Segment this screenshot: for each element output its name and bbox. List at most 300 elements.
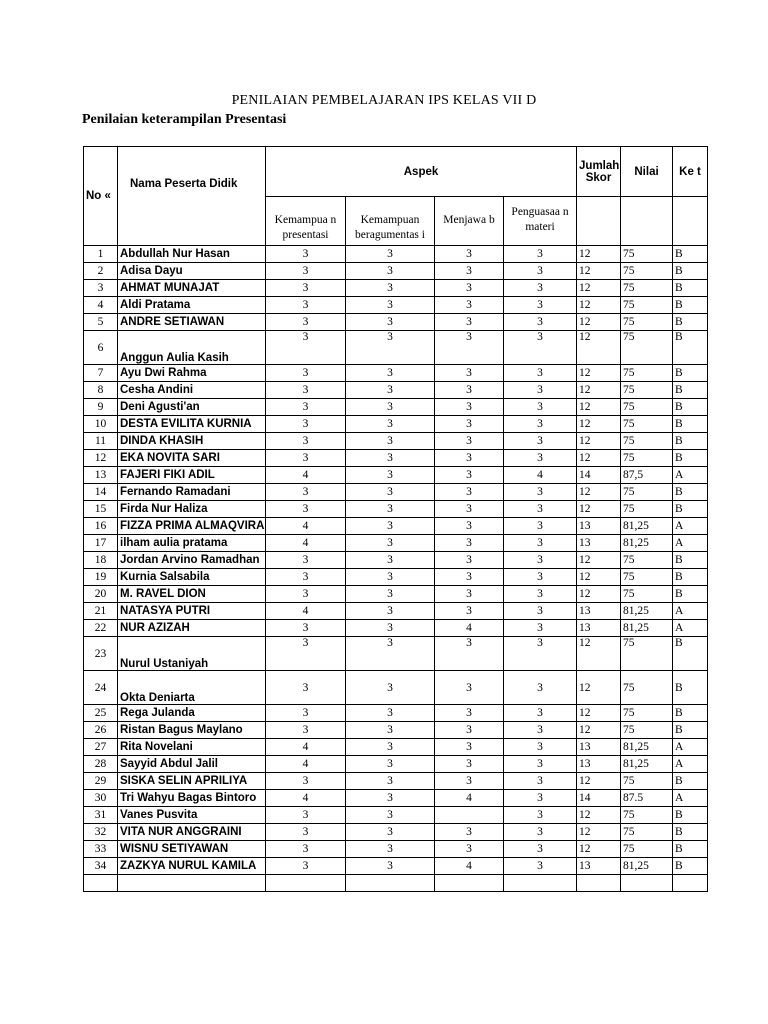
row-aspek-2: 3: [346, 433, 435, 450]
row-aspek-2: 3: [346, 620, 435, 637]
row-ket: B: [673, 246, 708, 263]
row-no: 20: [84, 586, 118, 603]
row-nilai: 75: [621, 246, 673, 263]
table-row: [84, 331, 708, 365]
row-jumlah: 12: [577, 501, 621, 518]
row-ket: A: [673, 739, 708, 756]
row-name: Tri Wahyu Bagas Bintoro: [118, 790, 266, 807]
row-aspek-4: 3: [504, 858, 577, 875]
row-jumlah: 13: [577, 620, 621, 637]
row-aspek-1: 3: [266, 365, 346, 382]
table-row: [84, 382, 708, 399]
row-aspek-2: 3: [346, 501, 435, 518]
row-aspek-4: 3: [504, 824, 577, 841]
row-no: 16: [84, 518, 118, 535]
row-no: 7: [84, 365, 118, 382]
row-aspek-2: 3: [346, 416, 435, 433]
row-name: Cesha Andini: [118, 382, 266, 399]
row-no: 2: [84, 263, 118, 280]
row-name: Fernando Ramadani: [118, 484, 266, 501]
table-row: [84, 603, 708, 620]
row-aspek-4: 3: [504, 297, 577, 314]
row-aspek-4: 3: [504, 739, 577, 756]
page-subtitle: Penilaian keterampilan Presentasi: [82, 112, 287, 127]
row-name: NATASYA PUTRI: [118, 603, 266, 620]
row-nilai: 87,5: [621, 467, 673, 484]
row-nilai: 81,25: [621, 756, 673, 773]
row-aspek-2: 3: [346, 671, 435, 705]
table-row: [84, 484, 708, 501]
table-row: [84, 841, 708, 858]
row-aspek-2: 3: [346, 263, 435, 280]
score-table: [83, 146, 708, 892]
row-no: 10: [84, 416, 118, 433]
row-ket: B: [673, 671, 708, 705]
row-aspek-4: 3: [504, 773, 577, 790]
row-name: SISKA SELIN APRILIYA: [118, 773, 266, 790]
row-name: Ristan Bagus Maylano: [118, 722, 266, 739]
row-aspek-4: 3: [504, 603, 577, 620]
empty-cell: [266, 875, 346, 892]
row-nilai: 75: [621, 399, 673, 416]
row-no: 25: [84, 705, 118, 722]
row-aspek-3: 3: [435, 773, 504, 790]
table-row: [84, 705, 708, 722]
row-ket: B: [673, 484, 708, 501]
row-name: ANDRE SETIAWAN: [118, 314, 266, 331]
row-aspek-4: 3: [504, 399, 577, 416]
row-no: 6: [84, 331, 118, 365]
row-aspek-1: 4: [266, 535, 346, 552]
row-ket: B: [673, 365, 708, 382]
row-jumlah: 13: [577, 756, 621, 773]
row-jumlah: 12: [577, 637, 621, 671]
row-aspek-4: 3: [504, 382, 577, 399]
row-aspek-3: 3: [435, 705, 504, 722]
row-aspek-4: 3: [504, 450, 577, 467]
row-aspek-1: 3: [266, 637, 346, 671]
row-aspek-4: 3: [504, 637, 577, 671]
table-row: [84, 756, 708, 773]
row-nilai: 81,25: [621, 620, 673, 637]
row-ket: B: [673, 297, 708, 314]
table-row: [84, 773, 708, 790]
table-row: [84, 739, 708, 756]
row-aspek-2: 3: [346, 450, 435, 467]
row-ket: A: [673, 790, 708, 807]
row-ket: B: [673, 807, 708, 824]
row-aspek-3: 3: [435, 501, 504, 518]
empty-cell: [673, 875, 708, 892]
row-aspek-1: 3: [266, 620, 346, 637]
row-no: 23: [84, 637, 118, 671]
row-ket: B: [673, 382, 708, 399]
row-nilai: 75: [621, 382, 673, 399]
row-name: Rita Novelani: [118, 739, 266, 756]
row-aspek-4: 3: [504, 552, 577, 569]
row-aspek-2: 3: [346, 790, 435, 807]
row-nilai: 81,25: [621, 603, 673, 620]
table-row: [84, 416, 708, 433]
row-nilai: 75: [621, 365, 673, 382]
row-aspek-1: 3: [266, 705, 346, 722]
row-nilai: 75: [621, 501, 673, 518]
table-body: [84, 246, 708, 892]
row-name: Abdullah Nur Hasan: [118, 246, 266, 263]
row-aspek-4: 3: [504, 518, 577, 535]
row-aspek-2: 3: [346, 603, 435, 620]
row-no: 34: [84, 858, 118, 875]
row-jumlah: 12: [577, 552, 621, 569]
row-jumlah: 12: [577, 280, 621, 297]
row-aspek-2: 3: [346, 858, 435, 875]
row-ket: B: [673, 824, 708, 841]
row-name: Ayu Dwi Rahma: [118, 365, 266, 382]
row-aspek-2: 3: [346, 314, 435, 331]
row-aspek-3: 3: [435, 450, 504, 467]
row-name: Adisa Dayu: [118, 263, 266, 280]
row-jumlah: 13: [577, 535, 621, 552]
empty-cell: [435, 875, 504, 892]
row-aspek-1: 3: [266, 586, 346, 603]
row-no: 1: [84, 246, 118, 263]
row-jumlah: 12: [577, 399, 621, 416]
table-row: [84, 297, 708, 314]
table-row: [84, 450, 708, 467]
row-no: 3: [84, 280, 118, 297]
row-nilai: 75: [621, 637, 673, 671]
row-name: ZAZKYA NURUL KAMILA: [118, 858, 266, 875]
row-ket: A: [673, 756, 708, 773]
row-jumlah: 12: [577, 773, 621, 790]
empty-cell: [84, 875, 118, 892]
row-aspek-2: 3: [346, 280, 435, 297]
row-aspek-3: 3: [435, 637, 504, 671]
row-jumlah: 12: [577, 807, 621, 824]
table-row: [84, 858, 708, 875]
row-aspek-3: 3: [435, 603, 504, 620]
row-ket: B: [673, 280, 708, 297]
row-aspek-3: 3: [435, 331, 504, 365]
row-name: FAJERI FIKI ADIL: [118, 467, 266, 484]
row-nilai: 75: [621, 331, 673, 365]
header-row-1: [84, 147, 708, 197]
row-aspek-1: 4: [266, 518, 346, 535]
header-empty-nilai: [621, 197, 673, 246]
table-row: [84, 569, 708, 586]
row-aspek-4: 3: [504, 433, 577, 450]
row-nilai: 81,25: [621, 858, 673, 875]
row-aspek-2: 3: [346, 382, 435, 399]
row-aspek-3: 3: [435, 535, 504, 552]
row-aspek-3: 3: [435, 722, 504, 739]
row-aspek-3: 3: [435, 416, 504, 433]
row-aspek-4: 3: [504, 331, 577, 365]
row-no: 24: [84, 671, 118, 705]
row-aspek-3: 3: [435, 739, 504, 756]
row-ket: A: [673, 518, 708, 535]
row-nilai: 75: [621, 773, 673, 790]
empty-cell: [346, 875, 435, 892]
row-aspek-1: 3: [266, 416, 346, 433]
row-aspek-2: 3: [346, 841, 435, 858]
row-aspek-4: 3: [504, 416, 577, 433]
row-no: 13: [84, 467, 118, 484]
row-nilai: 75: [621, 552, 673, 569]
row-nilai: 81,25: [621, 518, 673, 535]
row-aspek-3: [435, 807, 504, 824]
row-aspek-3: 3: [435, 569, 504, 586]
row-jumlah: 13: [577, 518, 621, 535]
row-aspek-3: 3: [435, 586, 504, 603]
row-name: Kurnia Salsabila: [118, 569, 266, 586]
empty-cell: [118, 875, 266, 892]
row-no: 8: [84, 382, 118, 399]
row-name: WISNU SETIYAWAN: [118, 841, 266, 858]
table-row-empty: [84, 875, 708, 892]
row-aspek-4: 3: [504, 263, 577, 280]
row-aspek-3: 3: [435, 824, 504, 841]
row-name: ilham aulia pratama: [118, 535, 266, 552]
row-name: DESTA EVILITA KURNIA: [118, 416, 266, 433]
row-nilai: 75: [621, 807, 673, 824]
row-no: 5: [84, 314, 118, 331]
page-title: PENILAIAN PEMBELAJARAN IPS KELAS VII D: [231, 93, 537, 108]
table-row: [84, 433, 708, 450]
row-aspek-1: 3: [266, 501, 346, 518]
row-aspek-1: 3: [266, 331, 346, 365]
header-ket: Ke t: [673, 147, 708, 197]
row-aspek-1: 3: [266, 824, 346, 841]
row-no: 31: [84, 807, 118, 824]
row-ket: B: [673, 314, 708, 331]
table-row: [84, 501, 708, 518]
row-aspek-4: 3: [504, 246, 577, 263]
table-row: [84, 586, 708, 603]
row-ket: B: [673, 331, 708, 365]
row-nilai: 75: [621, 263, 673, 280]
row-nilai: 75: [621, 671, 673, 705]
row-no: 19: [84, 569, 118, 586]
row-aspek-3: 3: [435, 484, 504, 501]
row-nilai: 75: [621, 280, 673, 297]
row-jumlah: 14: [577, 467, 621, 484]
row-aspek-1: 4: [266, 756, 346, 773]
row-aspek-4: 3: [504, 280, 577, 297]
row-jumlah: 13: [577, 858, 621, 875]
row-ket: B: [673, 858, 708, 875]
row-jumlah: 12: [577, 586, 621, 603]
row-nilai: 75: [621, 841, 673, 858]
row-jumlah: 14: [577, 790, 621, 807]
table-row: [84, 824, 708, 841]
row-name: VITA NUR ANGGRAINI: [118, 824, 266, 841]
empty-cell: [504, 875, 577, 892]
row-ket: B: [673, 586, 708, 603]
row-name: Rega Julanda: [118, 705, 266, 722]
row-nilai: 75: [621, 297, 673, 314]
row-aspek-4: 3: [504, 535, 577, 552]
row-aspek-4: 3: [504, 790, 577, 807]
row-ket: B: [673, 569, 708, 586]
row-aspek-3: 3: [435, 314, 504, 331]
row-jumlah: 12: [577, 433, 621, 450]
row-aspek-4: 3: [504, 620, 577, 637]
row-name: Nurul Ustaniyah: [118, 637, 266, 671]
row-ket: A: [673, 467, 708, 484]
row-aspek-4: 3: [504, 484, 577, 501]
row-aspek-1: 3: [266, 807, 346, 824]
row-jumlah: 12: [577, 841, 621, 858]
row-jumlah: 12: [577, 671, 621, 705]
row-no: 32: [84, 824, 118, 841]
row-aspek-1: 3: [266, 722, 346, 739]
row-aspek-2: 3: [346, 467, 435, 484]
row-aspek-3: 3: [435, 263, 504, 280]
row-aspek-4: 3: [504, 365, 577, 382]
row-no: 11: [84, 433, 118, 450]
row-ket: B: [673, 416, 708, 433]
table-row: [84, 467, 708, 484]
row-aspek-2: 3: [346, 365, 435, 382]
row-nilai: 81,25: [621, 535, 673, 552]
row-no: 29: [84, 773, 118, 790]
table-row: [84, 552, 708, 569]
row-aspek-4: 3: [504, 722, 577, 739]
row-nilai: 75: [621, 450, 673, 467]
row-aspek-1: 3: [266, 399, 346, 416]
header-no: No «: [84, 147, 118, 246]
row-jumlah: 13: [577, 739, 621, 756]
row-aspek-4: 3: [504, 807, 577, 824]
row-name: NUR AZIZAH: [118, 620, 266, 637]
row-aspek-3: 3: [435, 433, 504, 450]
row-nilai: 75: [621, 433, 673, 450]
table-row: [84, 637, 708, 671]
row-aspek-3: 3: [435, 399, 504, 416]
row-aspek-4: 3: [504, 671, 577, 705]
row-jumlah: 12: [577, 246, 621, 263]
row-aspek-4: 3: [504, 569, 577, 586]
row-aspek-4: 3: [504, 756, 577, 773]
table-row: [84, 399, 708, 416]
row-no: 28: [84, 756, 118, 773]
row-jumlah: 12: [577, 484, 621, 501]
row-name: Vanes Pusvita: [118, 807, 266, 824]
header-jumlah: Jumlah Skor: [577, 147, 621, 197]
header-empty-jumlah: [577, 197, 621, 246]
row-aspek-3: 3: [435, 365, 504, 382]
row-aspek-1: 3: [266, 314, 346, 331]
row-aspek-2: 3: [346, 552, 435, 569]
row-ket: B: [673, 841, 708, 858]
row-aspek-1: 3: [266, 433, 346, 450]
row-aspek-3: 3: [435, 756, 504, 773]
row-aspek-3: 3: [435, 671, 504, 705]
row-aspek-1: 3: [266, 484, 346, 501]
table-row: [84, 314, 708, 331]
row-aspek-2: 3: [346, 586, 435, 603]
row-aspek-2: 3: [346, 569, 435, 586]
row-aspek-2: 3: [346, 246, 435, 263]
header-aspek-1: Kemampua n presentasi: [266, 197, 346, 246]
row-no: 33: [84, 841, 118, 858]
row-aspek-3: 4: [435, 620, 504, 637]
row-no: 14: [84, 484, 118, 501]
row-name: EKA NOVITA SARI: [118, 450, 266, 467]
row-nilai: 75: [621, 569, 673, 586]
table-row: [84, 722, 708, 739]
row-aspek-2: 3: [346, 637, 435, 671]
row-no: 4: [84, 297, 118, 314]
row-no: 15: [84, 501, 118, 518]
row-no: 17: [84, 535, 118, 552]
header-nilai: Nilai: [621, 147, 673, 197]
row-aspek-4: 3: [504, 586, 577, 603]
header-aspek: Aspek: [266, 147, 577, 197]
table-row: [84, 246, 708, 263]
row-name: AHMAT MUNAJAT: [118, 280, 266, 297]
row-name: Deni Agusti'an: [118, 399, 266, 416]
row-ket: B: [673, 552, 708, 569]
row-jumlah: 13: [577, 603, 621, 620]
header-empty-ket: [673, 197, 708, 246]
row-aspek-2: 3: [346, 297, 435, 314]
row-aspek-2: 3: [346, 705, 435, 722]
row-ket: B: [673, 722, 708, 739]
row-aspek-2: 3: [346, 518, 435, 535]
row-name: Sayyid Abdul Jalil: [118, 756, 266, 773]
row-aspek-4: 3: [504, 314, 577, 331]
row-no: 22: [84, 620, 118, 637]
row-ket: B: [673, 263, 708, 280]
row-jumlah: 12: [577, 331, 621, 365]
row-name: Okta Deniarta: [118, 671, 266, 705]
row-ket: A: [673, 620, 708, 637]
row-aspek-2: 3: [346, 807, 435, 824]
row-ket: B: [673, 450, 708, 467]
row-no: 27: [84, 739, 118, 756]
table-row: [84, 671, 708, 705]
table-row: [84, 535, 708, 552]
table-row: [84, 365, 708, 382]
header-name: Nama Peserta Didik: [118, 147, 266, 246]
row-nilai: 87.5: [621, 790, 673, 807]
row-jumlah: 12: [577, 365, 621, 382]
table-row: [84, 263, 708, 280]
row-aspek-3: 3: [435, 297, 504, 314]
row-aspek-4: 3: [504, 501, 577, 518]
row-nilai: 75: [621, 705, 673, 722]
row-jumlah: 12: [577, 297, 621, 314]
row-ket: B: [673, 433, 708, 450]
row-aspek-1: 3: [266, 246, 346, 263]
row-aspek-2: 3: [346, 739, 435, 756]
row-aspek-3: 4: [435, 858, 504, 875]
row-aspek-1: 3: [266, 263, 346, 280]
row-ket: A: [673, 535, 708, 552]
row-aspek-3: 3: [435, 382, 504, 399]
row-aspek-2: 3: [346, 756, 435, 773]
row-aspek-1: 4: [266, 467, 346, 484]
row-aspek-4: 3: [504, 841, 577, 858]
row-jumlah: 12: [577, 569, 621, 586]
row-name: Jordan Arvino Ramadhan: [118, 552, 266, 569]
row-aspek-1: 3: [266, 552, 346, 569]
row-jumlah: 12: [577, 722, 621, 739]
empty-cell: [621, 875, 673, 892]
row-name: Aldi Pratama: [118, 297, 266, 314]
